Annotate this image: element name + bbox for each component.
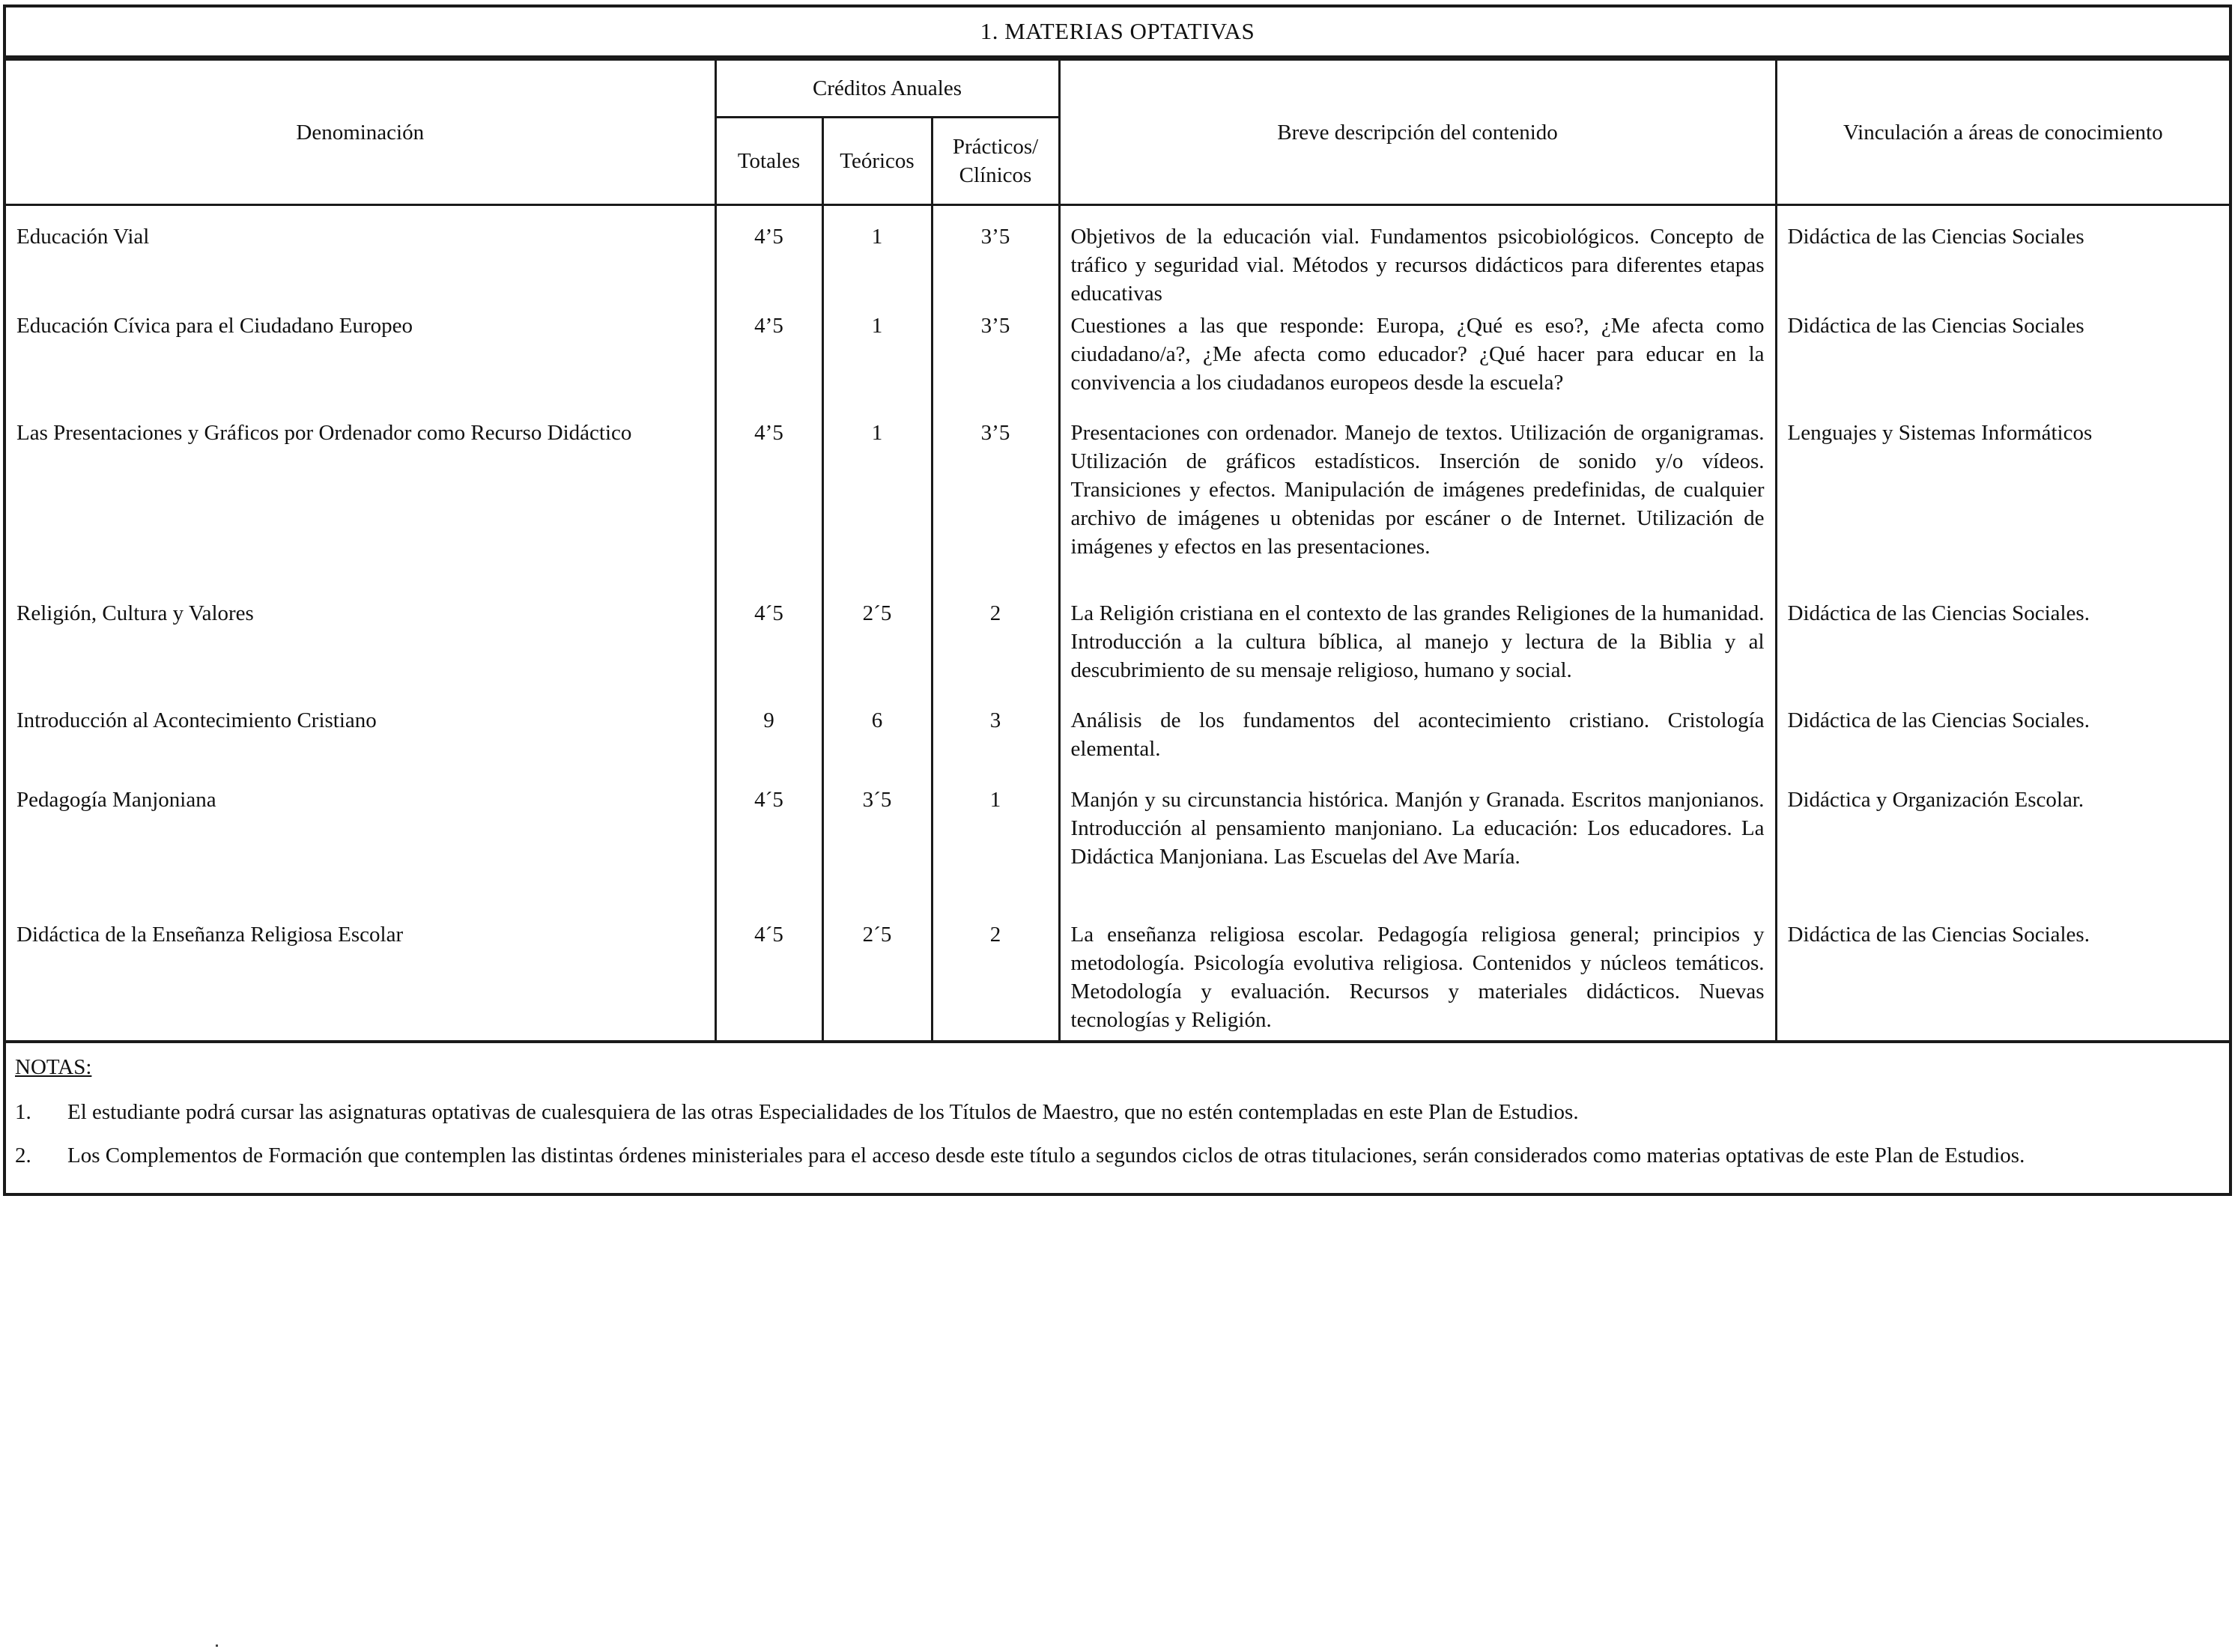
subject-area: Didáctica de las Ciencias Sociales. [1776,920,2229,1042]
subject-area: Didáctica y Organización Escolar. [1776,786,2229,920]
header-practicos [932,118,1059,205]
credits-totales: 4´5 [715,920,822,1042]
note-number: 1. [15,1099,31,1124]
subject-description: Análisis de los fundamentos del acontecimiento cristiano. Cristología elemental. [1059,706,1776,786]
credits-teoricos: 2´5 [822,599,932,706]
credits-practicos: 1 [932,786,1059,920]
credits-teoricos: 3´5 [822,786,932,920]
subject-area: Didáctica de las Ciencias Sociales. [1776,706,2229,786]
subject-name: Introducción al Acontecimiento Cristiano [6,706,715,786]
subject-area: Lenguajes y Sistemas Informáticos [1776,419,2229,599]
subject-description: La enseñanza religiosa escolar. Pedagogía religiosa general; principios y metodología. Psicología evolutiva religiosa. Contenidos y núcleos temáticos. Metodología y evaluación. Recursos y materiales didácticos. Nuevas tecnologías y Religión. [1059,920,1776,1042]
table-row [6,920,2229,1042]
credits-teoricos: 2´5 [822,920,932,1042]
table-row [6,706,2229,786]
credits-totales: 4’5 [715,312,822,419]
subject-description: Manjón y su circunstancia histórica. Manjón y Granada. Escritos manjonianos. Introducción al pensamiento manjoniano. La educación: Los educadores. La Didáctica Manjoniana. Las Escuelas del Ave María. [1059,786,1776,920]
subject-description: Objetivos de la educación vial. Fundamentos psicobiológicos. Concepto de tráfico y seguridad vial. Métodos y recursos didácticos para diferentes etapas educativas [1059,205,1776,312]
credits-totales: 4’5 [715,205,822,312]
header-creditos-anuales: Créditos Anuales [715,60,1059,118]
table-row [6,786,2229,920]
credits-teoricos: 1 [822,205,932,312]
page-title: 1. MATERIAS OPTATIVAS [6,7,2229,58]
note-text: Los Complementos de Formación que contemplen las distintas órdenes ministeriales para el acceso desde este título a segundos ciclos de otras titulaciones, serán considerados como materias optativas de este Plan de Estudios. [67,1143,2025,1167]
header-practicos-line2: Clínicos [959,163,1032,187]
credits-teoricos: 6 [822,706,932,786]
table-row [6,419,2229,599]
credits-teoricos: 1 [822,312,932,419]
subject-name: Didáctica de la Enseñanza Religiosa Escolar [6,920,715,1042]
credits-totales: 4´5 [715,599,822,706]
note-text: El estudiante podrá cursar las asignaturas optativas de cualesquiera de las otras Especialidades de los Títulos de Maestro, que no estén contempladas en este Plan de Estudios. [67,1099,1579,1124]
subjects-table [6,58,2229,1043]
subject-name: Las Presentaciones y Gráficos por Ordenador como Recurso Didáctico [6,419,715,599]
credits-practicos: 3’5 [932,419,1059,599]
credits-practicos: 3’5 [932,312,1059,419]
subject-name: Educación Vial [6,205,715,312]
credits-totales: 4’5 [715,419,822,599]
subject-name: Religión, Cultura y Valores [6,599,715,706]
note-item [15,1099,2216,1126]
table-row [6,599,2229,706]
notes-section [6,1043,2229,1193]
subject-description: La Religión cristiana en el contexto de las grandes Religiones de la humanidad. Introducción a la cultura bíblica, al manejo y lectura de la Biblia y al descubrimiento de su mensaje religioso, humano y social. [1059,599,1776,706]
subject-area: Didáctica de las Ciencias Sociales [1776,205,2229,312]
header-descripcion: Breve descripción del contenido [1059,60,1776,205]
subject-area: Didáctica de las Ciencias Sociales. [1776,599,2229,706]
subject-description: Cuestiones a las que responde: Europa, ¿Qué es eso?, ¿Me afecta como ciudadano/a?, ¿Me afecta como educador? ¿Qué hacer para educar en la convivencia a los ciudadanos europeos desde la escuela? [1059,312,1776,419]
scan-speck [216,1645,218,1647]
credits-teoricos: 1 [822,419,932,599]
header-teoricos: Teóricos [822,118,932,205]
note-number: 2. [15,1143,31,1167]
credits-practicos: 2 [932,599,1059,706]
subject-name: Pedagogía Manjoniana [6,786,715,920]
credits-practicos: 3 [932,706,1059,786]
subject-area: Didáctica de las Ciencias Sociales [1776,312,2229,419]
header-vinculacion: Vinculación a áreas de conocimiento [1776,60,2229,205]
notes-title: NOTAS: [15,1054,92,1079]
subject-description: Presentaciones con ordenador. Manejo de textos. Utilización de organigramas. Utilización de gráficos estadísticos. Inserción de sonido y/o vídeos. Transiciones y efectos. Manipulación de imágenes predefinidas, de cualquier archivo de imágenes u obtenidas por escáner o de Internet. Utilización de imágenes y efectos en las presentaciones. [1059,419,1776,599]
header-totales: Totales [715,118,822,205]
subject-name: Educación Cívica para el Ciudadano Europeo [6,312,715,419]
table-row [6,205,2229,312]
header-denominacion: Denominación [6,60,715,205]
credits-totales: 9 [715,706,822,786]
credits-practicos: 3’5 [932,205,1059,312]
header-practicos-line1: Prácticos/ [952,135,1039,159]
note-item [15,1142,2216,1169]
document-frame [3,4,2232,1196]
credits-practicos: 2 [932,920,1059,1042]
table-row [6,312,2229,419]
credits-totales: 4´5 [715,786,822,920]
